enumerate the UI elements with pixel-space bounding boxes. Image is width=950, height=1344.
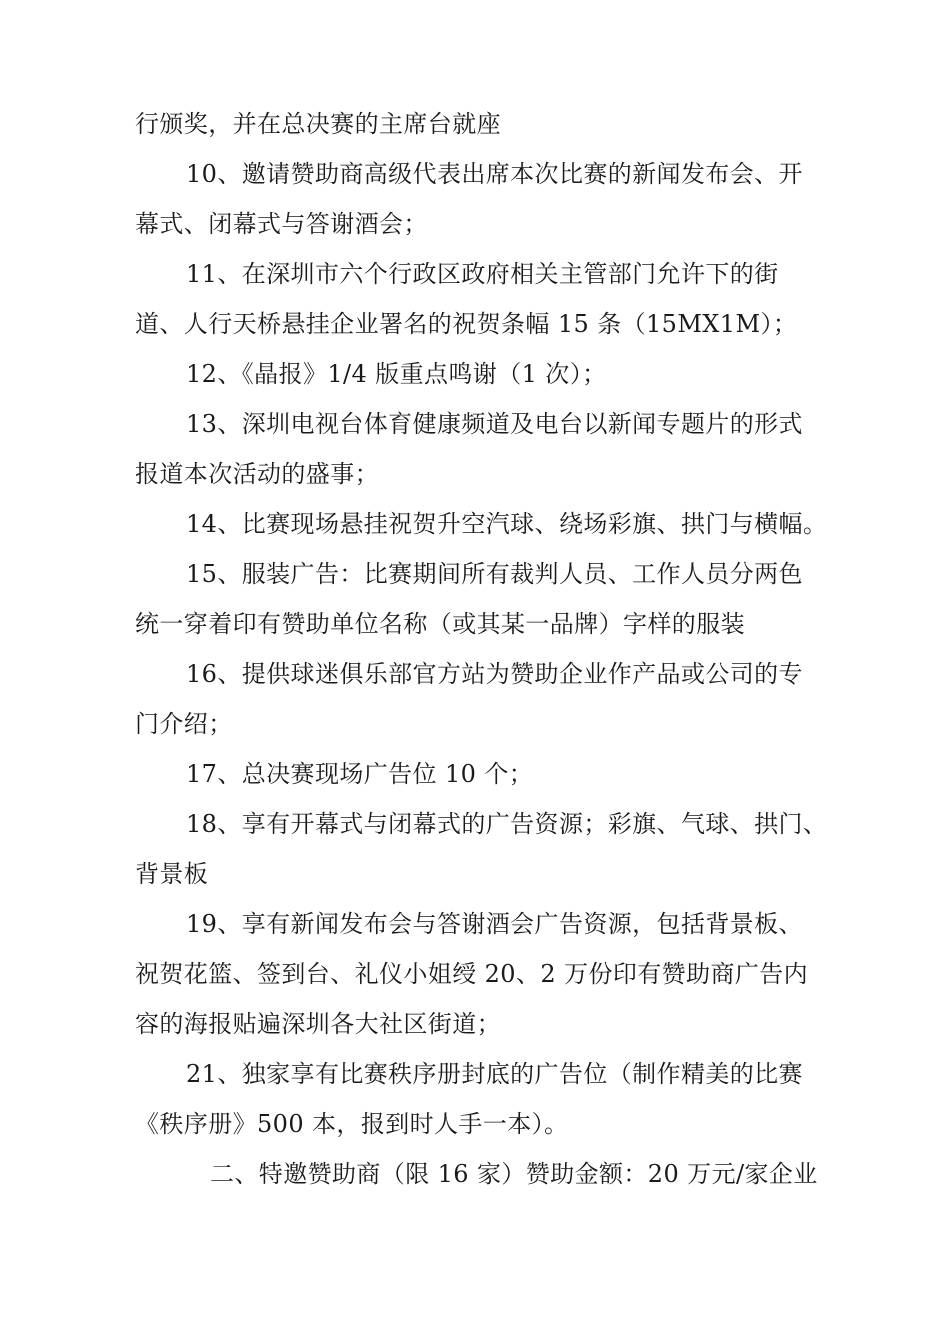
text-line: 幕式、闭幕式与答谢酒会； [135, 210, 428, 238]
text-line: 背景板 [135, 860, 209, 888]
text-line: 12、《晶报》1/4 版重点鸣谢（1 次）； [186, 360, 607, 388]
text-line: 21、独家享有比赛秩序册封底的广告位（制作精美的比赛 [186, 1060, 803, 1088]
text-line: 11、在深圳市六个行政区政府相关主管部门允许下的街 [186, 260, 779, 288]
text-line: 15、服装广告：比赛期间所有裁判人员、工作人员分两色 [186, 560, 803, 588]
text-line: 14、比赛现场悬挂祝贺升空汽球、绕场彩旗、拱门与横幅。 [186, 510, 828, 538]
text-line: 统一穿着印有赞助单位名称（或其某一品牌）字样的服装 [135, 610, 745, 638]
section-heading: 二、特邀赞助商（限 16 家）赞助金额：20 万元/家企业 [210, 1160, 818, 1188]
text-line: 10、邀请赞助商高级代表出席本次比赛的新闻发布会、开 [186, 160, 803, 188]
text-line: 祝贺花篮、签到台、礼仪小姐绶 20、2 万份印有赞助商广告内 [135, 960, 809, 988]
text-line: 行颁奖，并在总决赛的主席台就座 [135, 110, 501, 138]
text-line: 17、总决赛现场广告位 10 个； [186, 760, 534, 788]
text-line: 门介绍； [135, 710, 233, 738]
text-line: 18、享有开幕式与闭幕式的广告资源；彩旗、气球、拱门、 [186, 810, 828, 838]
text-line: 报道本次活动的盛事； [135, 460, 379, 488]
text-line: 19、享有新闻发布会与答谢酒会广告资源，包括背景板、 [186, 910, 803, 938]
text-line: 13、深圳电视台体育健康频道及电台以新闻专题片的形式 [186, 410, 803, 438]
text-line: 16、提供球迷俱乐部官方站为赞助企业作产品或公司的专 [186, 660, 803, 688]
text-line: 《秩序册》500 本，报到时人手一本）。 [135, 1110, 569, 1138]
text-line: 道、人行天桥悬挂企业署名的祝贺条幅 15 条（15MX1M）； [135, 310, 798, 338]
text-line: 容的海报贴遍深圳各大社区街道； [135, 1010, 501, 1038]
